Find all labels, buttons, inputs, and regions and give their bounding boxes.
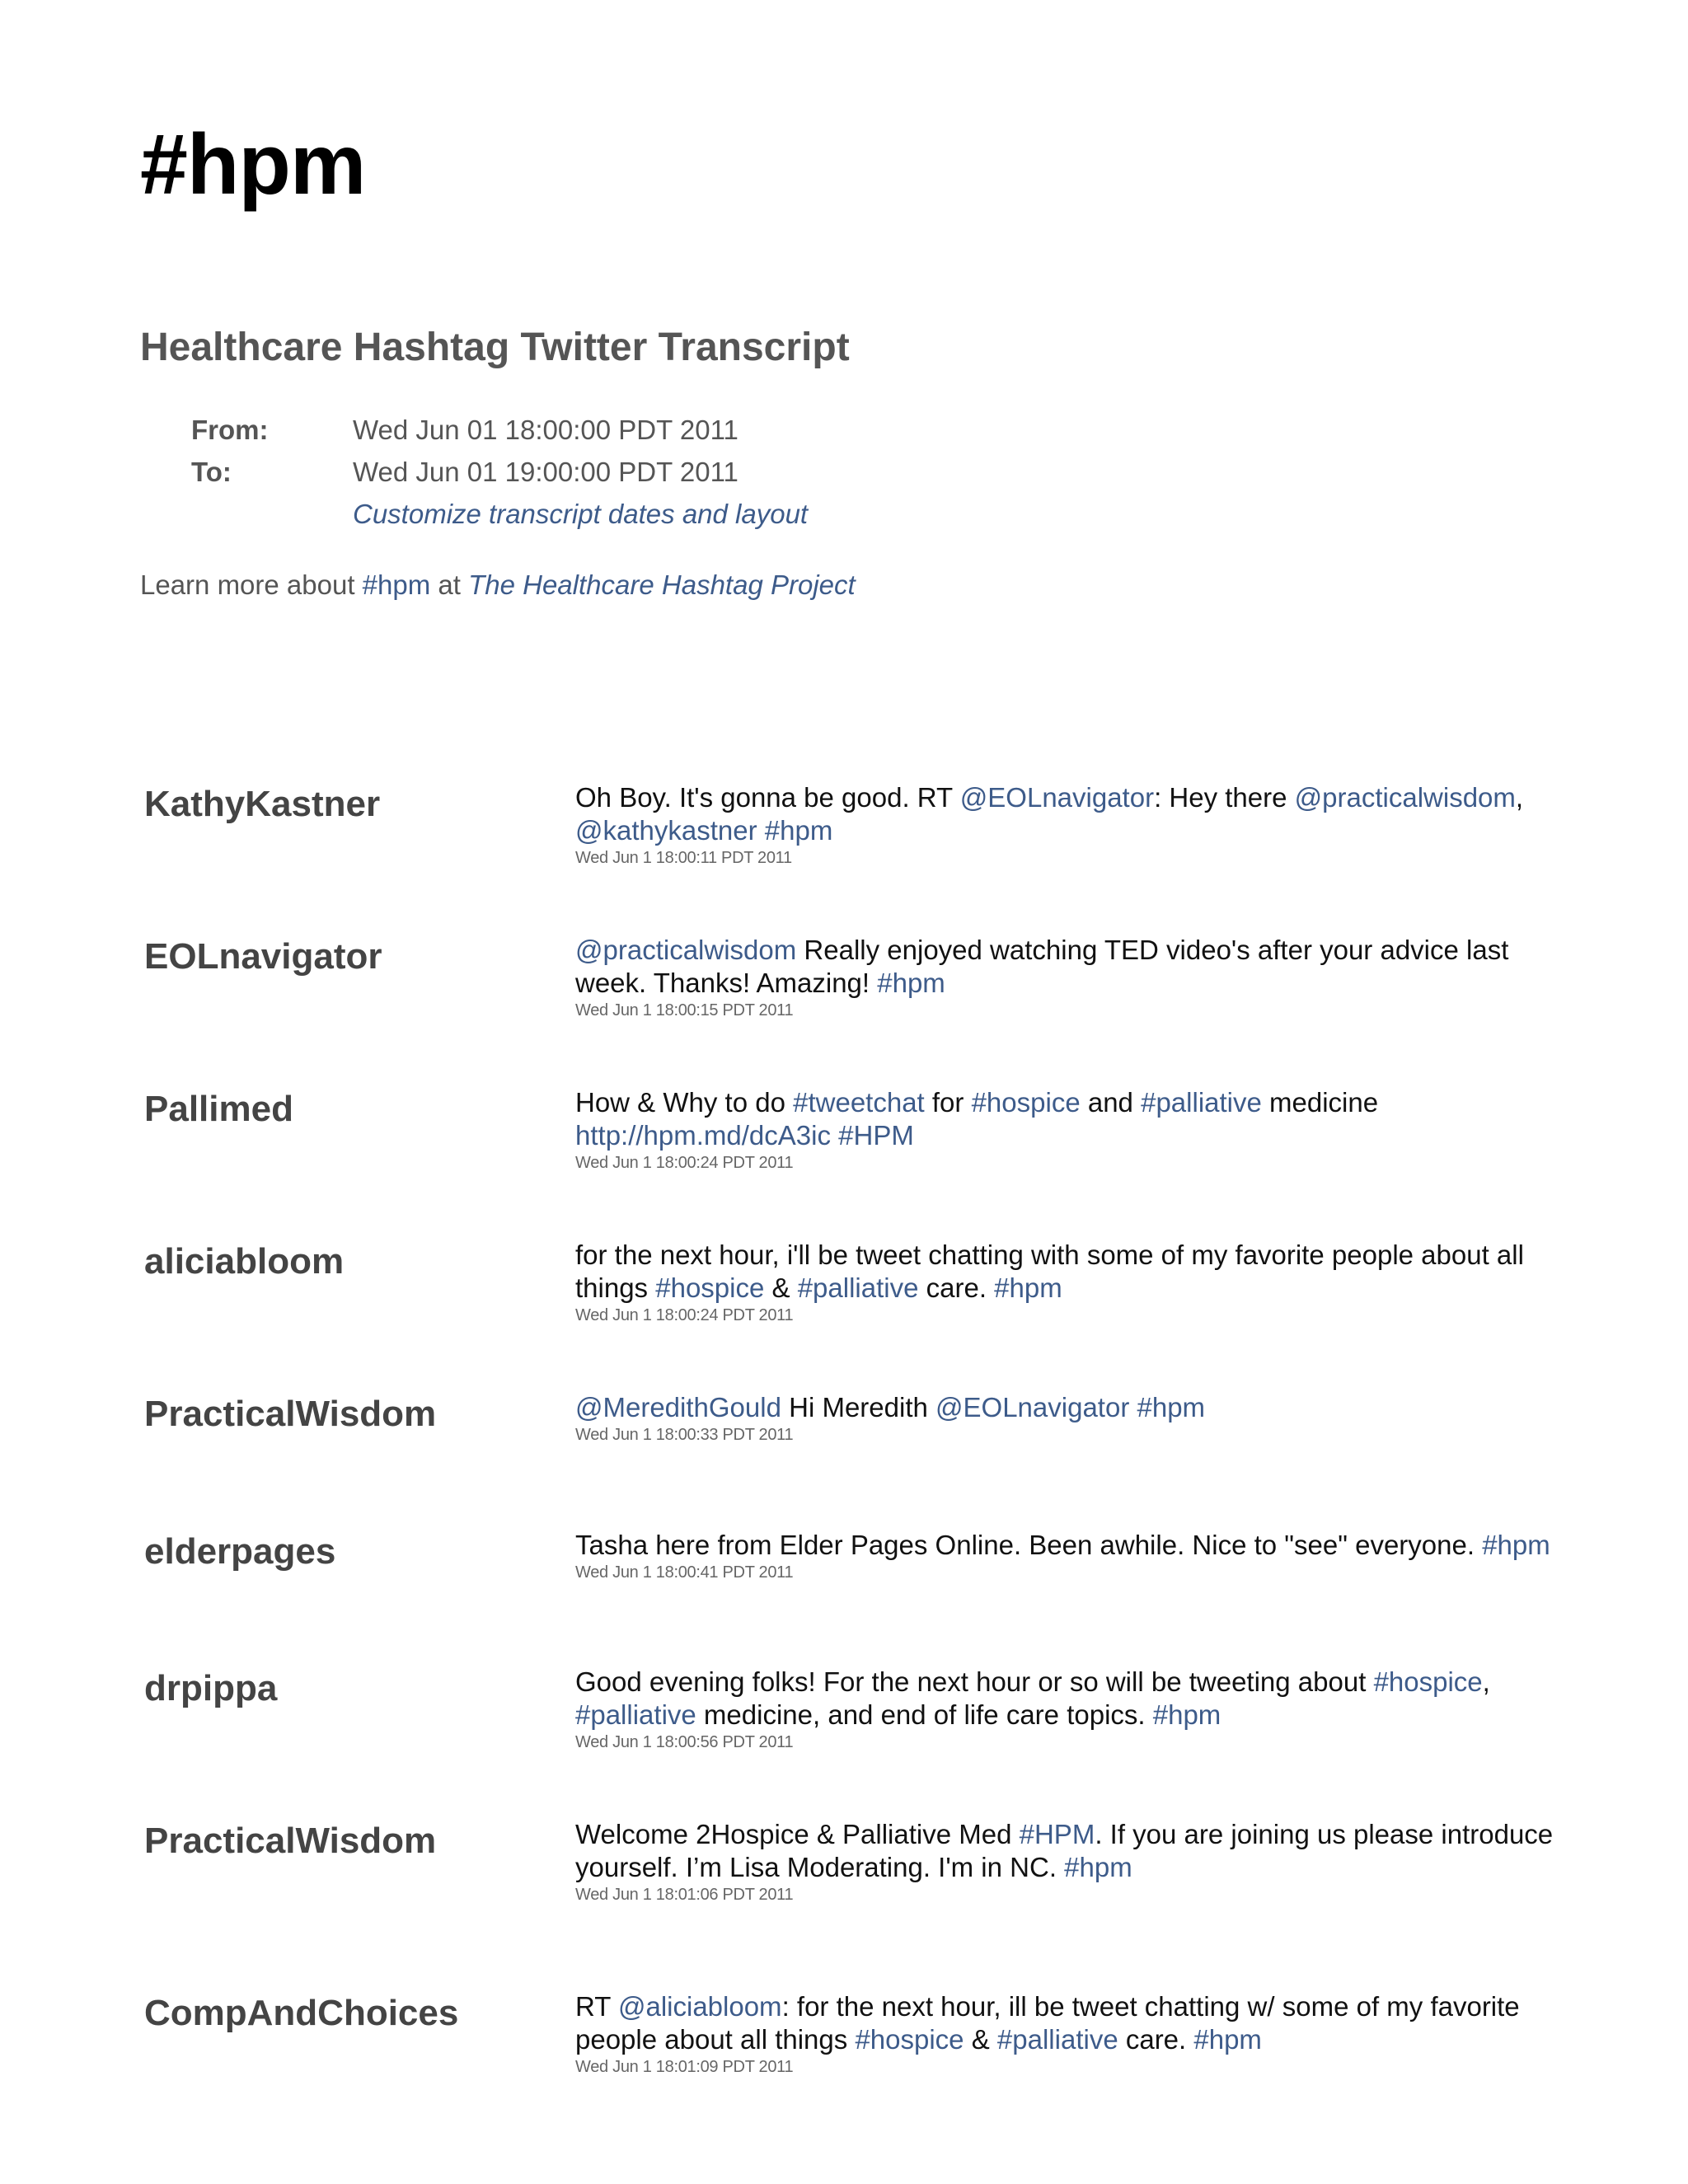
hashtag-link[interactable]: #hospice bbox=[655, 1272, 765, 1303]
hashtag-link[interactable]: #palliative bbox=[575, 1699, 696, 1730]
healthcare-hashtag-project-link[interactable]: The Healthcare Hashtag Project bbox=[468, 569, 856, 600]
tweet-timestamp: Wed Jun 1 18:00:24 PDT 2011 bbox=[575, 1154, 794, 1172]
hashtag-link[interactable]: #hpm bbox=[994, 1272, 1062, 1303]
hashtag-link[interactable]: #hpm bbox=[1064, 1852, 1132, 1882]
tweet-text-segment: & bbox=[964, 2024, 997, 2055]
tweet-username[interactable]: Pallimed bbox=[144, 1089, 293, 1129]
tweet-body bbox=[575, 1086, 1564, 1174]
date-range bbox=[191, 409, 808, 535]
tweet-text-line bbox=[575, 1699, 1564, 1732]
tweet-text-segment: RT bbox=[575, 1991, 618, 2022]
tweet-body bbox=[575, 934, 1564, 1021]
hashtag-link[interactable]: #hospice bbox=[971, 1087, 1081, 1118]
mention-link[interactable]: @kathykastner bbox=[575, 815, 757, 846]
customize-row bbox=[191, 493, 808, 535]
hashtag-link[interactable]: #hpm bbox=[362, 569, 431, 600]
from-row bbox=[191, 409, 808, 451]
tweet-text-line bbox=[575, 814, 1564, 847]
tweet-username[interactable]: aliciabloom bbox=[144, 1241, 345, 1282]
hashtag-link[interactable]: #hpm bbox=[1137, 1392, 1206, 1422]
hashtag-link[interactable]: #hpm bbox=[1152, 1699, 1221, 1730]
tweet-body bbox=[575, 1666, 1564, 1753]
tweet-text-line bbox=[575, 1529, 1564, 1562]
tweet-timestamp: Wed Jun 1 18:00:15 PDT 2011 bbox=[575, 1001, 794, 1019]
mention-link[interactable]: @EOLnavigator bbox=[959, 782, 1155, 813]
tweet-text-line bbox=[575, 1851, 1564, 1884]
customize-transcript-link[interactable]: Customize transcript dates and layout bbox=[353, 499, 809, 529]
tweet-timestamp: Wed Jun 1 18:00:11 PDT 2011 bbox=[575, 849, 792, 867]
tweet-text-segment: How & Why to do bbox=[575, 1087, 794, 1118]
tweet-text-segment: Oh Boy. It's gonna be good. RT bbox=[575, 782, 960, 813]
hashtag-link[interactable]: #hpm bbox=[877, 968, 945, 998]
learn-more-line bbox=[140, 567, 856, 603]
tweet-text-segment: . If you are joining us please introduce bbox=[1095, 1819, 1554, 1849]
to-label: To: bbox=[191, 457, 232, 487]
tweet-text-segment: for the next hour, i'll be tweet chatting with some of my favorite people about all bbox=[575, 1240, 1524, 1270]
mention-link[interactable]: @MeredithGould bbox=[575, 1392, 781, 1422]
tweet-username[interactable]: drpippa bbox=[144, 1668, 278, 1708]
tweet-text-line bbox=[575, 1666, 1564, 1699]
tweet-text-segment: : Hey there bbox=[1154, 782, 1295, 813]
hashtag-link[interactable]: #palliative bbox=[797, 1272, 919, 1303]
tweet-body bbox=[575, 1239, 1564, 1326]
mention-link[interactable]: @aliciabloom bbox=[617, 1991, 782, 2022]
tweet-text-segment: & bbox=[764, 1272, 798, 1303]
tweet-text-line bbox=[575, 1990, 1564, 2023]
tweet-text-segment: care. bbox=[1118, 2024, 1194, 2055]
mention-link[interactable]: @practicalwisdom bbox=[1294, 782, 1516, 813]
tweet-text-segment: medicine bbox=[1261, 1087, 1379, 1118]
url-link[interactable]: http://hpm.md/dcA3ic bbox=[575, 1120, 831, 1151]
from-label: From: bbox=[191, 415, 269, 445]
tweet-text-segment: Good evening folks! For the next hour or so will be tweeting about bbox=[575, 1666, 1374, 1697]
tweet-username[interactable]: CompAndChoices bbox=[144, 1993, 459, 2033]
tweet-text-line bbox=[575, 1391, 1564, 1424]
hashtag-link[interactable]: #palliative bbox=[1141, 1087, 1262, 1118]
hashtag-link[interactable]: #hospice bbox=[855, 2024, 964, 2055]
tweet-text-line bbox=[575, 2023, 1564, 2056]
from-value: Wed Jun 01 18:00:00 PDT 2011 bbox=[353, 415, 738, 445]
tweet-text-segment: people about all things bbox=[575, 2024, 856, 2055]
hashtag-link[interactable]: #tweetchat bbox=[793, 1087, 925, 1118]
tweet-timestamp: Wed Jun 1 18:00:56 PDT 2011 bbox=[575, 1733, 794, 1751]
learn-more-middle: at bbox=[430, 569, 469, 600]
to-row bbox=[191, 451, 808, 493]
tweet-text-line bbox=[575, 1818, 1564, 1851]
tweet-timestamp: Wed Jun 1 18:01:09 PDT 2011 bbox=[575, 2058, 794, 2076]
hashtag-link[interactable]: #HPM bbox=[1019, 1819, 1095, 1849]
tweet-text-segment: things bbox=[575, 1272, 656, 1303]
tweet-text-segment: week. Thanks! Amazing! bbox=[575, 968, 878, 998]
tweet-timestamp: Wed Jun 1 18:00:41 PDT 2011 bbox=[575, 1563, 794, 1582]
tweet-text-segment bbox=[757, 815, 765, 846]
learn-more-prefix: Learn more about bbox=[140, 569, 363, 600]
hashtag-link[interactable]: #hpm bbox=[764, 815, 833, 846]
tweet-text-line bbox=[575, 781, 1564, 814]
tweet-timestamp: Wed Jun 1 18:00:33 PDT 2011 bbox=[575, 1426, 794, 1444]
tweet-text-line bbox=[575, 934, 1564, 967]
tweet-text-segment: yourself. I’m Lisa Moderating. I'm in NC. bbox=[575, 1852, 1065, 1882]
tweet-username[interactable]: EOLnavigator bbox=[144, 936, 382, 977]
tweet-username[interactable]: PracticalWisdom bbox=[144, 1394, 437, 1434]
mention-link[interactable]: @EOLnavigator bbox=[935, 1392, 1130, 1422]
tweet-body bbox=[575, 781, 1564, 869]
tweet-text-line bbox=[575, 1086, 1564, 1119]
tweet-text-line bbox=[575, 1272, 1564, 1305]
transcript-subtitle: Healthcare Hashtag Twitter Transcript bbox=[140, 326, 850, 369]
tweet-text-segment: , bbox=[1515, 782, 1524, 813]
tweet-body bbox=[575, 1391, 1564, 1446]
tweet-text-segment: : for the next hour, ill be tweet chatting w/ some of my favorite bbox=[781, 1991, 1520, 2022]
tweet-username[interactable]: PracticalWisdom bbox=[144, 1821, 437, 1861]
hashtag-link[interactable]: #hpm bbox=[1482, 1530, 1550, 1560]
tweet-text-segment: Tasha here from Elder Pages Online. Been awhile. Nice to "see" everyone. bbox=[575, 1530, 1483, 1560]
page-title: #hpm bbox=[140, 117, 366, 213]
tweet-text-segment: medicine, and end of life care topics. bbox=[696, 1699, 1153, 1730]
tweet-timestamp: Wed Jun 1 18:00:24 PDT 2011 bbox=[575, 1306, 794, 1324]
hashtag-link[interactable]: #palliative bbox=[996, 2024, 1118, 2055]
tweet-body bbox=[575, 1818, 1564, 1905]
tweet-text-segment: Really enjoyed watching TED video's after your advice last bbox=[796, 935, 1509, 965]
tweet-text-line bbox=[575, 1239, 1564, 1272]
tweet-text-segment: for bbox=[924, 1087, 972, 1118]
tweet-text-line bbox=[575, 1119, 1564, 1152]
tweet-body bbox=[575, 1990, 1564, 2078]
tweet-username[interactable]: elderpages bbox=[144, 1531, 336, 1572]
hashtag-link[interactable]: #hpm bbox=[1193, 2024, 1262, 2055]
hashtag-link[interactable]: #HPM bbox=[838, 1120, 914, 1151]
hashtag-link[interactable]: #hospice bbox=[1373, 1666, 1483, 1697]
tweet-text-segment bbox=[831, 1120, 838, 1151]
tweet-username[interactable]: KathyKastner bbox=[144, 784, 381, 824]
mention-link[interactable]: @practicalwisdom bbox=[575, 935, 797, 965]
tweet-text-segment: , bbox=[1482, 1666, 1490, 1697]
tweet-timestamp: Wed Jun 1 18:01:06 PDT 2011 bbox=[575, 1886, 794, 1904]
tweet-text-segment: and bbox=[1080, 1087, 1142, 1118]
customize-spacer bbox=[191, 493, 353, 535]
tweet-text-segment: care. bbox=[918, 1272, 995, 1303]
tweet-body bbox=[575, 1529, 1564, 1583]
tweet-text-segment: Hi Meredith bbox=[781, 1392, 936, 1422]
tweet-text-segment: Welcome 2Hospice & Palliative Med bbox=[575, 1819, 1020, 1849]
to-value: Wed Jun 01 19:00:00 PDT 2011 bbox=[353, 457, 738, 487]
tweet-text-line bbox=[575, 967, 1564, 1000]
